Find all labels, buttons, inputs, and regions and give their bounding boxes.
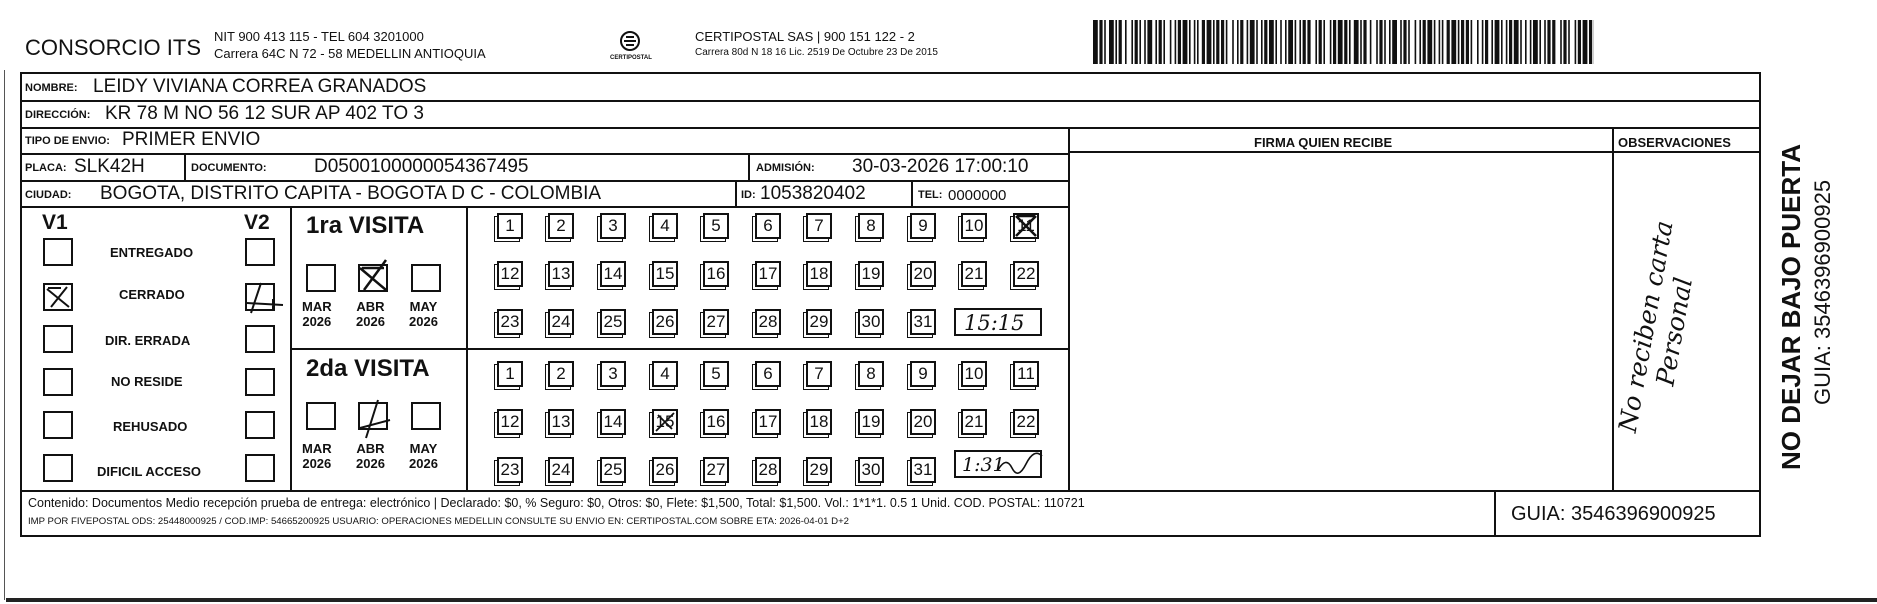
- tipo-envio-value: PRIMER ENVIO: [122, 129, 261, 150]
- v2-day-13[interactable]: 13: [548, 409, 574, 435]
- placa-label: PLACA:: [25, 162, 67, 174]
- barcode-bar: [1285, 20, 1287, 64]
- v1-day-2[interactable]: 2: [548, 213, 574, 239]
- v1-cerrado-checkbox[interactable]: [43, 283, 73, 311]
- v1-day-24[interactable]: 24: [548, 309, 574, 335]
- v1-day-8[interactable]: 8: [858, 213, 884, 239]
- barcode-bar: [1280, 20, 1282, 64]
- barcode-bar: [1194, 20, 1196, 64]
- barcode-bar: [1307, 20, 1310, 64]
- v2-day-5[interactable]: 5: [703, 361, 729, 387]
- v2-day-27[interactable]: 27: [703, 457, 729, 483]
- barcode-bar: [1520, 20, 1522, 64]
- barcode-bar: [1439, 20, 1441, 64]
- left-edge-line: [4, 70, 5, 600]
- v2-month-may-checkbox[interactable]: [411, 402, 441, 430]
- id-divider: [735, 180, 737, 206]
- ciudad-label: CIUDAD:: [25, 189, 72, 201]
- barcode-bar: [1539, 20, 1541, 64]
- barcode-bar: [1495, 20, 1500, 64]
- first-visit-title: 1ra VISITA: [306, 212, 425, 239]
- barcode-bar: [1338, 20, 1343, 64]
- id-label: ID:: [741, 189, 756, 201]
- v2-day-7[interactable]: 7: [806, 361, 832, 387]
- v2-day-25[interactable]: 25: [600, 457, 626, 483]
- barcode-bar: [1501, 20, 1503, 64]
- barcode-bar: [1250, 20, 1255, 64]
- barcode-bar: [1415, 20, 1417, 64]
- v1-day-13[interactable]: 13: [548, 261, 574, 287]
- v1-day-19[interactable]: 19: [858, 261, 884, 287]
- barcode-bar: [1144, 20, 1146, 64]
- barcode-bar: [1202, 20, 1205, 64]
- barcode-bar: [1442, 20, 1444, 64]
- v1-month-abr-label: ABR 2026: [356, 299, 385, 329]
- barcode: [1093, 20, 1594, 64]
- v2-month-may-label: MAY 2026: [409, 441, 438, 471]
- v2-cerrado-checkbox[interactable]: [245, 283, 275, 311]
- barcode-bar: [1099, 20, 1102, 64]
- v1-day-5[interactable]: 5: [703, 213, 729, 239]
- option-no-reside: NO RESIDE: [111, 374, 183, 389]
- barcode-bar: [1354, 20, 1359, 64]
- barcode-bar: [1533, 20, 1538, 64]
- admision-label: ADMISIÓN:: [756, 162, 815, 174]
- v1-day-15[interactable]: 15: [652, 261, 678, 287]
- barcode-bar: [1525, 20, 1527, 64]
- tel-divider: [911, 180, 913, 206]
- v1-day-27[interactable]: 27: [703, 309, 729, 335]
- v2-day-20[interactable]: 20: [910, 409, 936, 435]
- v1-day-23[interactable]: 23: [497, 309, 523, 335]
- v2-day-15[interactable]: 15: [652, 409, 678, 435]
- ciudad-value: BOGOTA, DISTRITO CAPITA - BOGOTA D C - COLOMBIA: [100, 183, 602, 204]
- barcode-bar: [1178, 20, 1181, 64]
- observaciones-label: OBSERVACIONES: [1618, 135, 1731, 150]
- firma-area[interactable]: [1070, 153, 1610, 488]
- v2-dir-errada-checkbox[interactable]: [245, 325, 275, 353]
- v1-entregado-checkbox[interactable]: [43, 238, 73, 266]
- v2-day-22[interactable]: 22: [1013, 409, 1039, 435]
- v1-no-reside-checkbox[interactable]: [43, 368, 73, 396]
- v2-day-9[interactable]: 9: [910, 361, 936, 387]
- barcode-bar: [1423, 20, 1426, 64]
- admision-divider: [748, 153, 750, 180]
- barcode-bar: [1578, 20, 1581, 64]
- barcode-bar: [1237, 20, 1239, 64]
- barcode-bar: [1363, 20, 1366, 64]
- row-divider: [20, 153, 1069, 155]
- option-cerrado: CERRADO: [119, 287, 185, 302]
- footer-print-info: IMP POR FIVEPOSTAL ODS: 25448000925 / COD.IMP: 54665200925 USUARIO: OPERACIONES MEDELLIN CONSULTE SU ENVIO EN: CERTIPOSTAL.COM SOBRE ETA: 2026-04-01 D+2: [28, 516, 850, 527]
- row-divider: [20, 490, 1761, 492]
- v2-month-mar-checkbox[interactable]: [306, 402, 336, 430]
- company-nit: NIT 900 413 115 - TEL 604 3201000: [214, 29, 424, 44]
- documento-value: D0500100000054367495: [314, 156, 529, 177]
- v2-day-18[interactable]: 18: [806, 409, 832, 435]
- v2-no-reside-checkbox[interactable]: [245, 368, 275, 396]
- barcode-bar: [1183, 20, 1188, 64]
- v1-month-may-label: MAY 2026: [409, 299, 438, 329]
- barcode-bar: [1408, 20, 1410, 64]
- v2-entregado-checkbox[interactable]: [245, 238, 275, 266]
- row-divider: [20, 100, 1761, 102]
- barcode-bar: [1333, 20, 1336, 64]
- admision-value: 30-03-2026 17:00:10: [852, 156, 1029, 177]
- v2-day-1[interactable]: 1: [497, 361, 523, 387]
- tipo-envio-label: TIPO DE ENVIO:: [25, 135, 110, 147]
- v2-month-mar-label: MAR 2026: [302, 441, 332, 471]
- v1-rehusado-checkbox[interactable]: [43, 411, 73, 439]
- v1-day-22[interactable]: 22: [1013, 261, 1039, 287]
- barcode-bar: [1303, 20, 1306, 64]
- direccion-value: KR 78 M NO 56 12 SUR AP 402 TO 3: [105, 103, 424, 124]
- v1-day-11[interactable]: 11: [1013, 213, 1039, 239]
- v2-rehusado-checkbox[interactable]: [245, 411, 275, 439]
- v1-day-25[interactable]: 25: [600, 309, 626, 335]
- barcode-bar: [1175, 20, 1177, 64]
- barcode-bar: [1216, 20, 1219, 64]
- v2-day-3[interactable]: 3: [600, 361, 626, 387]
- v2-day-19[interactable]: 19: [858, 409, 884, 435]
- barcode-bar: [1125, 20, 1127, 64]
- v2-day-11[interactable]: 11: [1013, 361, 1039, 387]
- v2-day-30[interactable]: 30: [858, 457, 884, 483]
- barcode-bar: [1256, 20, 1258, 64]
- barcode-bar: [1275, 20, 1277, 64]
- barcode-bar: [1400, 20, 1402, 64]
- barcode-bar: [1119, 20, 1122, 64]
- nombre-label: NOMBRE:: [25, 82, 78, 94]
- v2-day-2[interactable]: 2: [548, 361, 574, 387]
- v1-day-6[interactable]: 6: [755, 213, 781, 239]
- barcode-bar: [1349, 20, 1351, 64]
- firma-label: FIRMA QUIEN RECIBE: [1254, 135, 1393, 150]
- v1-day-10[interactable]: 10: [961, 213, 987, 239]
- v1-day-29[interactable]: 29: [806, 309, 832, 335]
- v2-day-14[interactable]: 14: [600, 409, 626, 435]
- v1-month-may-checkbox[interactable]: [411, 264, 441, 292]
- barcode-bar: [1477, 20, 1479, 64]
- no-dejar-bajo-puerta: NO DEJAR BAJO PUERTA: [1776, 143, 1806, 470]
- barcode-bar: [1319, 20, 1322, 64]
- nombre-value: LEIDY VIVIANA CORREA GRANADOS: [93, 76, 427, 97]
- barcode-bar: [1104, 20, 1106, 64]
- v2-day-12[interactable]: 12: [497, 409, 523, 435]
- v2-label: V2: [244, 211, 270, 234]
- barcode-bar: [1379, 20, 1382, 64]
- barcode-bar: [1370, 20, 1372, 64]
- v2-day-31[interactable]: 31: [910, 457, 936, 483]
- barcode-bar: [1264, 20, 1267, 64]
- v2-day-28[interactable]: 28: [755, 457, 781, 483]
- barcode-bar: [1509, 20, 1512, 64]
- v1-day-26[interactable]: 26: [652, 309, 678, 335]
- v2-month-abr-checkbox[interactable]: [358, 402, 388, 430]
- barcode-bar: [1392, 20, 1397, 64]
- barcode-bar: [1458, 20, 1460, 64]
- tel-label: TEL:: [918, 189, 943, 201]
- v2-day-21[interactable]: 21: [961, 409, 987, 435]
- v1-day-14[interactable]: 14: [600, 261, 626, 287]
- certipostal-logo-icon: [610, 28, 652, 64]
- barcode-bar: [1197, 20, 1199, 64]
- row-divider: [20, 206, 1069, 208]
- v2-day-16[interactable]: 16: [703, 409, 729, 435]
- tel-value: 0000000: [948, 187, 1007, 204]
- barcode-bar: [1247, 20, 1249, 64]
- v2-month-abr-label: ABR 2026: [356, 441, 385, 471]
- v1-day-30[interactable]: 30: [858, 309, 884, 335]
- barcode-bar: [1135, 20, 1138, 64]
- v1-day-18[interactable]: 18: [806, 261, 832, 287]
- footer-divider: [1494, 490, 1496, 537]
- v2-day-10[interactable]: 10: [961, 361, 987, 387]
- barcode-bar: [1471, 20, 1473, 64]
- barcode-bar: [1295, 20, 1297, 64]
- barcode-bar: [1360, 20, 1362, 64]
- barcode-bar: [1269, 20, 1274, 64]
- barcode-bar: [1155, 20, 1157, 64]
- barcode-bar: [1589, 20, 1592, 64]
- barcode-bar: [1563, 20, 1566, 64]
- barcode-bar: [1163, 20, 1165, 64]
- v1-day-17[interactable]: 17: [755, 261, 781, 287]
- barcode-bar: [1109, 20, 1114, 64]
- barcode-bar: [1207, 20, 1212, 64]
- second-visit-time: 1:31: [962, 454, 1005, 476]
- barcode-bar: [1240, 20, 1243, 64]
- barcode-bar: [1451, 20, 1456, 64]
- barcode-bar: [1485, 20, 1488, 64]
- company-address: Carrera 64C N 72 - 58 MEDELLIN ANTIOQUIA: [214, 46, 486, 61]
- v2-day-17[interactable]: 17: [755, 409, 781, 435]
- v2-dificil-acceso-checkbox[interactable]: [245, 454, 275, 482]
- barcode-bar: [1552, 20, 1555, 64]
- v1-day-3[interactable]: 3: [600, 213, 626, 239]
- barcode-bar: [1506, 20, 1508, 64]
- barcode-bar: [1323, 20, 1325, 64]
- barcode-bar: [1403, 20, 1406, 64]
- v2-day-29[interactable]: 29: [806, 457, 832, 483]
- barcode-bar: [1299, 20, 1301, 64]
- option-rehusado: REHUSADO: [113, 419, 188, 434]
- barcode-bar: [1530, 20, 1532, 64]
- barcode-bar: [1389, 20, 1391, 64]
- v1-month-mar-label: MAR 2026: [302, 299, 332, 329]
- barcode-bar: [1189, 20, 1191, 64]
- barcode-bar: [1315, 20, 1317, 64]
- carrier-address: Carrera 80d N 18 16 Lic. 2519 De Octubre 23 De 2015: [695, 47, 938, 58]
- v2-day-24[interactable]: 24: [548, 457, 574, 483]
- barcode-bar: [1560, 20, 1562, 64]
- footer-content: Contenido: Documentos Medio recepción prueba de entrega: electrónico | Declarado: $0, % Seguro: $0, Otros: $0, Flete: $1,500, Total: $1,500. Vol.: 1*1*1. 0.5 1 Unid. COD. POSTAL: 110721: [28, 496, 1085, 510]
- v1-day-12[interactable]: 12: [497, 261, 523, 287]
- documento-label: DOCUMENTO:: [191, 162, 267, 174]
- v1-label: V1: [42, 211, 68, 234]
- v2-day-8[interactable]: 8: [858, 361, 884, 387]
- barcode-bar: [1261, 20, 1263, 64]
- barcode-bar: [1583, 20, 1588, 64]
- v2-day-4[interactable]: 4: [652, 361, 678, 387]
- option-dificil-acceso: DIFICIL ACCESO: [97, 464, 202, 479]
- barcode-bar: [1482, 20, 1484, 64]
- option-entregado: ENTREGADO: [110, 245, 194, 260]
- side-guia: GUIA: 3546396900925: [1810, 179, 1835, 405]
- option-dir-errada: DIR. ERRADA: [105, 333, 191, 348]
- placa-divider: [184, 153, 186, 180]
- barcode-bar: [1419, 20, 1421, 64]
- v1-day-1[interactable]: 1: [497, 213, 523, 239]
- id-value: 1053820402: [760, 183, 866, 204]
- barcode-bar: [1344, 20, 1347, 64]
- barcode-bar: [1221, 20, 1224, 64]
- v1-day-31[interactable]: 31: [910, 309, 936, 335]
- v2-day-26[interactable]: 26: [652, 457, 678, 483]
- barcode-bar: [1139, 20, 1141, 64]
- barcode-bar: [1491, 20, 1493, 64]
- v2-day-23[interactable]: 23: [497, 457, 523, 483]
- carrier-name: CERTIPOSTAL SAS | 900 151 122 - 2: [695, 29, 915, 44]
- v1-month-abr-checkbox[interactable]: [358, 264, 388, 292]
- barcode-bar: [1170, 20, 1172, 64]
- barcode-bar: [1232, 20, 1234, 64]
- bottom-edge-line: [6, 598, 1877, 602]
- observaciones-handwriting: No reciben carta Personal: [1612, 218, 1699, 435]
- footer-guia: GUIA: 3546396900925: [1511, 503, 1716, 525]
- first-visit-time-box[interactable]: [954, 308, 1042, 336]
- barcode-bar: [1384, 20, 1386, 64]
- barcode-bar: [1461, 20, 1464, 64]
- v1-day-21[interactable]: 21: [961, 261, 987, 287]
- v1-dificil-acceso-checkbox[interactable]: [43, 454, 73, 482]
- barcode-bar: [1427, 20, 1432, 64]
- barcode-bar: [1568, 20, 1570, 64]
- barcode-bar: [1466, 20, 1469, 64]
- barcode-bar: [1213, 20, 1215, 64]
- barcode-bar: [1330, 20, 1332, 64]
- barcode-bar: [1434, 20, 1436, 64]
- v2-day-6[interactable]: 6: [755, 361, 781, 387]
- v1-day-16[interactable]: 16: [703, 261, 729, 287]
- barcode-bar: [1447, 20, 1450, 64]
- direccion-label: DIRECCIÓN:: [25, 109, 91, 121]
- first-visit-time: 15:15: [964, 311, 1025, 335]
- v1-month-mar-checkbox[interactable]: [306, 264, 336, 292]
- second-visit-time-box[interactable]: [954, 450, 1042, 478]
- barcode-bar: [1131, 20, 1133, 64]
- v1-day-28[interactable]: 28: [755, 309, 781, 335]
- barcode-bar: [1288, 20, 1293, 64]
- v1-day-4[interactable]: 4: [652, 213, 678, 239]
- barcode-bar: [1226, 20, 1228, 64]
- placa-value: SLK42H: [74, 156, 145, 177]
- barcode-bar: [1159, 20, 1162, 64]
- barcode-bar: [1514, 20, 1519, 64]
- second-visit-title: 2da VISITA: [306, 355, 430, 382]
- barcode-bar: [1575, 20, 1577, 64]
- v1-day-20[interactable]: 20: [910, 261, 936, 287]
- barcode-bar: [1376, 20, 1378, 64]
- barcode-bar: [1147, 20, 1152, 64]
- logo-text: CERTIPOSTAL: [610, 55, 652, 61]
- v1-day-9[interactable]: 9: [910, 213, 936, 239]
- v1-dir-errada-checkbox[interactable]: [43, 325, 73, 353]
- row-divider: [20, 127, 1761, 129]
- barcode-bar: [1115, 20, 1117, 64]
- visit-separator: [290, 348, 1069, 350]
- v1-day-7[interactable]: 7: [806, 213, 832, 239]
- company-name: CONSORCIO ITS: [25, 35, 202, 60]
- barcode-bar: [1547, 20, 1550, 64]
- barcode-bar: [1093, 20, 1098, 64]
- barcode-bar: [1544, 20, 1546, 64]
